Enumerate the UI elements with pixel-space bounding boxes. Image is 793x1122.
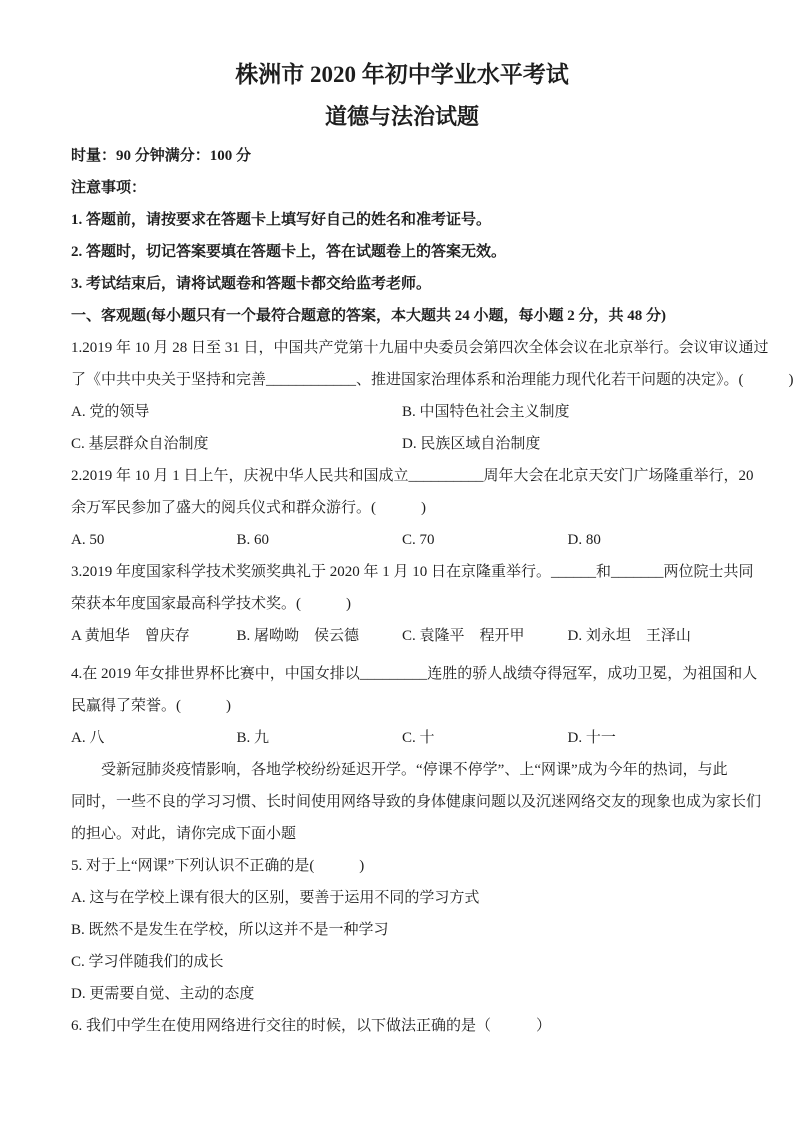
notice-item-2: 2. 答题时，切记答案要填在答题卡上，答在试题卷上的答案无效。 [71, 244, 507, 260]
question-1-line-2: 了《中共中央关于坚持和完善____________、推进国家治理体系和治理能力现代化若干问题的决定》。( ) [71, 372, 793, 388]
question-3-options-row [71, 620, 733, 652]
question-3-line-1: 3.2019 年度国家科学技术奖颁奖典礼于 2020 年 1 月 10 日在京隆重举行。______和_______两位院士共同 [71, 564, 754, 580]
question-5-option-d: D. 更需要自觉、主动的态度 [71, 986, 255, 1002]
question-1-line-1: 1.2019 年 10 月 28 日至 31 日，中国共产党第十九届中央委员会第四次全体会议在北京举行。会议审议通过 [71, 340, 769, 356]
notice-item-1: 1. 答题前，请按要求在答题卡上填写好自己的姓名和准考证号。 [71, 212, 492, 228]
question-4-option-a: A. 八 [71, 730, 105, 746]
question-1-options-row-2 [71, 428, 733, 460]
question-4-option-b: B. 九 [236, 730, 270, 746]
question-4-line-2: 民赢得了荣誉。( ) [71, 698, 231, 714]
exam-title: 株洲市 2020 年初中学业水平考试 [235, 62, 569, 87]
question-1-options-row-1 [71, 396, 733, 428]
notice-heading: 注意事项： [71, 180, 147, 196]
question-5 [71, 850, 733, 1010]
question-3 [71, 556, 754, 652]
passage-line-1: 受新冠肺炎疫情影响，各地学校纷纷延迟开学。“停课不停学”、上“网课”成为今年的热词，与此 [71, 762, 728, 778]
question-2-option-a: A. 50 [71, 532, 105, 548]
question-1-option-c: C. 基层群众自治制度 [71, 436, 209, 452]
question-5-option-b: B. 既然不是发生在学校，所以这并不是一种学习 [71, 922, 389, 938]
question-3-option-b: B. 屠呦呦 侯云德 [236, 628, 360, 644]
question-6 [71, 1010, 733, 1042]
question-1-option-b: B. 中国特色社会主义制度 [402, 404, 570, 420]
question-2-line-2: 余万军民参加了盛大的阅兵仪式和群众游行。( ) [71, 500, 426, 516]
question-2-option-c: C. 70 [402, 532, 435, 548]
question-1 [71, 332, 793, 460]
question-2-option-d: D. 80 [567, 532, 601, 548]
notice-item-3: 3. 考试结束后，请将试题卷和答题卡都交给监考老师。 [71, 276, 432, 292]
question-2-options-row [71, 524, 733, 556]
question-4-line-1: 4.在 2019 年女排世界杯比赛中，中国女排以_________连胜的骄人战绩夺得冠军，成功卫冕，为祖国和人 [71, 666, 758, 682]
question-2 [71, 460, 754, 556]
question-1-option-a: A. 党的领导 [71, 404, 150, 420]
question-3-option-d: D. 刘永坦 王泽山 [567, 628, 691, 644]
duration-score-line: 时量：90 分钟满分：100 分 [71, 148, 252, 164]
exam-subtitle: 道德与法治试题 [324, 104, 479, 129]
question-2-line-1: 2.2019 年 10 月 1 日上午，庆祝中华人民共和国成立__________周年大会在北京天安门广场隆重举行，20 [71, 468, 754, 484]
question-4-option-c: C. 十 [402, 730, 435, 746]
question-3-option-a: A 黄旭华 曾庆存 [71, 628, 190, 644]
question-4-option-d: D. 十一 [567, 730, 616, 746]
question-4-options-row [71, 722, 733, 754]
question-4 [71, 658, 758, 754]
question-3-option-c: C. 袁隆平 程开甲 [402, 628, 525, 644]
question-5-stem: 5. 对于上“网课”下列认识不正确的是( ) [71, 858, 365, 874]
passage-line-3: 的担心。对此，请你完成下面小题 [71, 826, 297, 842]
passage-line-2: 同时，一些不良的学习习惯、长时间使用网络导致的身体健康问题以及沉迷网络交友的现象也成为家长们 [71, 794, 762, 810]
question-5-option-c: C. 学习伴随我们的成长 [71, 954, 224, 970]
question-6-stem: 6. 我们中学生在使用网络进行交往的时候，以下做法正确的是（ ） [71, 1018, 552, 1034]
passage [71, 754, 762, 850]
question-3-line-2: 荣获本年度国家最高科学技术奖。( ) [71, 596, 351, 612]
question-1-option-d: D. 民族区域自治制度 [402, 436, 541, 452]
question-2-option-b: B. 60 [236, 532, 270, 548]
question-5-option-a: A. 这与在学校上课有很大的区别，要善于运用不同的学习方式 [71, 890, 480, 906]
section-heading: 一、客观题(每小题只有一个最符合题意的答案，本大题共 24 小题，每小题 2 分，共 48 分) [71, 308, 666, 324]
